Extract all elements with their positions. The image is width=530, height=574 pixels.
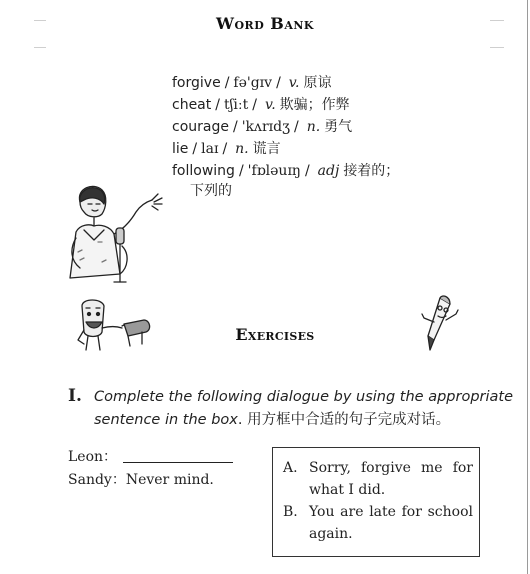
- option-b: [283, 501, 473, 545]
- entry-meaning-continuation: 下列的: [190, 183, 232, 199]
- entry-phonetic: tʃiːt: [223, 97, 249, 113]
- options-box: [272, 447, 480, 557]
- page-edge: [527, 0, 528, 574]
- entry-meaning: 谎言: [252, 141, 281, 157]
- entry-part-of-speech: v.: [264, 97, 276, 113]
- entry-part-of-speech: v.: [288, 75, 300, 91]
- word-bank-title: Word Bank: [216, 14, 314, 33]
- entry-phonetic: fə'gɪv: [233, 75, 273, 91]
- option-label: B.: [283, 504, 298, 520]
- instruction-line-2-english: sentence in the box: [94, 412, 238, 428]
- entry-meaning: 勇气: [324, 119, 353, 135]
- dialogue: [68, 446, 233, 492]
- dialogue-speaker: Sandy：: [68, 472, 126, 488]
- dialogue-line: [68, 446, 233, 469]
- instruction-line-2: [68, 409, 488, 432]
- option-text: Sorry, forgive me for what I did.: [309, 460, 473, 498]
- word-bank-entry: forgive / fə'gɪv / v. 原谅: [172, 75, 332, 91]
- instruction-line-1: Complete the following dialogue by using the appropriate: [94, 389, 514, 405]
- entry-phonetic: laɪ: [201, 141, 219, 157]
- option-a: [283, 457, 473, 501]
- entry-meaning: 接着的；: [343, 163, 400, 179]
- entry-meaning: 欺骗；作弊: [279, 97, 350, 113]
- dialogue-text: Never mind.: [125, 472, 214, 488]
- entry-phonetic: 'kʌrɪdʒ: [241, 119, 290, 135]
- entry-meaning: 原谅: [303, 75, 332, 91]
- entry-word: cheat: [172, 97, 212, 113]
- word-bank-entry: cheat / tʃiːt / v. 欺骗；作弊: [172, 97, 350, 113]
- crop-mark: [490, 47, 504, 48]
- option-label: A.: [283, 460, 298, 476]
- pencil-character-icon: [420, 292, 460, 354]
- word-bank-entry: following / 'fɒləuɪŋ / adj 接着的；: [172, 163, 400, 179]
- entry-phonetic: 'fɒləuɪŋ: [247, 163, 301, 179]
- word-bank-entry: courage / 'kʌrɪdʒ / n. 勇气: [172, 119, 353, 135]
- option-text: You are late for school again.: [309, 504, 473, 542]
- entry-part-of-speech: n.: [235, 141, 249, 157]
- dialogue-line: [68, 469, 233, 492]
- answer-blank[interactable]: [123, 448, 233, 463]
- word-bank-list: [172, 72, 399, 182]
- entry-part-of-speech: adj: [317, 163, 340, 179]
- dialogue-speaker: Leon：: [68, 449, 118, 465]
- instruction-line-2-chinese: . 用方框中合适的句子完成对话。: [237, 412, 451, 428]
- entry-word: courage: [172, 119, 229, 135]
- exercises-title: Exercises: [235, 325, 315, 344]
- woman-with-microphone-icon: [58, 182, 170, 288]
- word-bank-entry: lie / laɪ / n. 谎言: [172, 141, 281, 157]
- entry-word: lie: [172, 141, 189, 157]
- exercise-number: I.: [68, 386, 82, 406]
- exercise-instruction: [68, 386, 514, 432]
- entry-word: forgive: [172, 75, 221, 91]
- crop-mark: [34, 47, 46, 48]
- entry-word: following: [172, 163, 235, 179]
- entry-part-of-speech: n.: [306, 119, 321, 135]
